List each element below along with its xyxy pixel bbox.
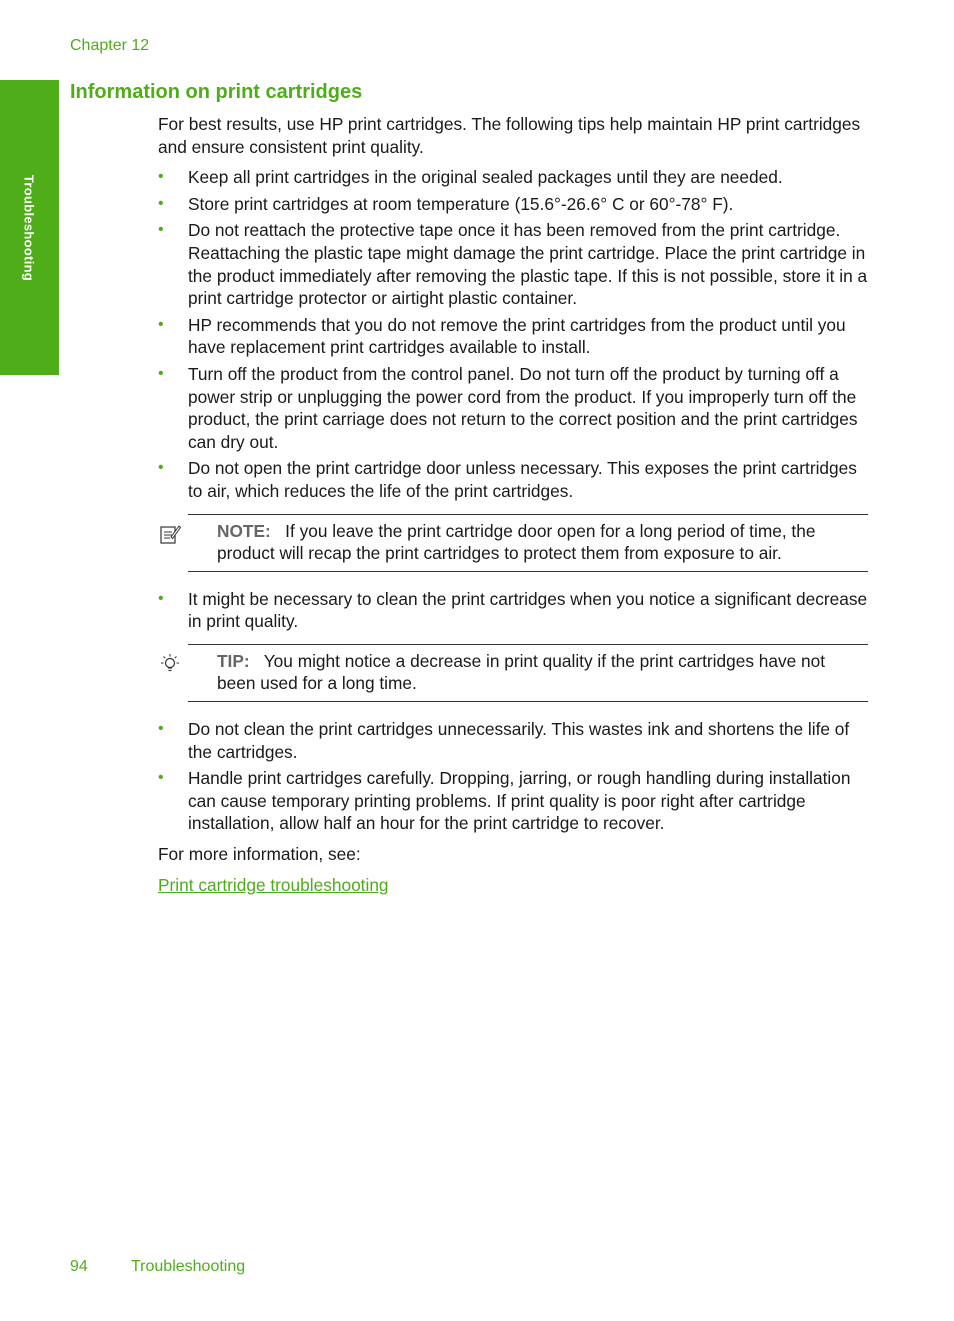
bullet-icon: • <box>158 168 164 186</box>
bullet-icon: • <box>158 769 164 787</box>
note-box <box>188 514 868 572</box>
footer-title: Troubleshooting <box>131 1258 246 1275</box>
note-label: NOTE: <box>217 520 271 541</box>
intro-paragraph: For best results, use HP print cartridges. The following tips help maintain HP print cartridges and ensure consistent print quality. <box>158 114 861 157</box>
list-item: • Do not reattach the protective tape once it has been removed from the print cartridge. Reattaching the plastic tape might damage the print cartridge. Place the print cartridge in the product immediately after removing the plastic tape. If this is not possible, store it in a print cartridge protector or airtight plastic container. <box>158 220 868 309</box>
list-item: • Do not open the print cartridge door unless necessary. This exposes the print cartridges to air, which reduces the life of the print cartridges. <box>158 458 857 501</box>
tip-box <box>188 644 868 702</box>
chapter-label: Chapter 12 <box>70 37 150 54</box>
troubleshooting-link[interactable]: Print cartridge troubleshooting <box>158 874 389 895</box>
bullet-icon: • <box>158 364 164 382</box>
more-info-text: For more information, see: <box>158 844 361 865</box>
section-title: Information on print cartridges <box>70 81 363 103</box>
list-item: • HP recommends that you do not remove the print cartridges from the product until you have replacement print cartridges available to install. <box>158 314 846 358</box>
list-item: • Keep all print cartridges in the original sealed packages until they are needed. <box>158 167 783 188</box>
bullet-icon: • <box>158 589 164 607</box>
list-item: • Handle print cartridges carefully. Dropping, jarring, or rough handling during installation can cause temporary printing problems. If print quality is poor right after cartridge installation, allow half an hour for the print cartridge to recover. <box>158 768 851 834</box>
list-item: • It might be necessary to clean the print cartridges when you notice a significant decrease in print quality. <box>158 588 868 632</box>
lightbulb-icon <box>159 653 181 675</box>
section-content <box>158 113 868 896</box>
tip-text: You might notice a decrease in print quality if the print cartridges have not been used for a long time. <box>217 650 826 694</box>
note-icon <box>159 523 181 545</box>
list-item: • Store print cartridges at room temperature (15.6°-26.6° C or 60°-78° F). <box>158 193 734 214</box>
side-tab <box>0 80 59 375</box>
side-tab-label: Troubleshooting <box>21 174 37 282</box>
tips-list <box>158 718 868 835</box>
note-text: If you leave the print cartridge door open for a long period of time, the product will recap the print cartridges to protect them from exposure to air. <box>217 520 816 564</box>
bullet-icon: • <box>158 720 164 738</box>
page-number: 94 <box>70 1258 88 1275</box>
bullet-icon: • <box>158 459 164 477</box>
list-item: • Do not clean the print cartridges unnecessarily. This wastes ink and shortens the life of the cartridges. <box>158 719 850 762</box>
tips-list <box>158 166 868 502</box>
list-item: • Turn off the product from the control panel. Do not turn off the product by turning off a power strip or unplugging the power cord from the product. If you improperly turn off the product, the print carriage does not return to the correct position and the print cartridges can dry out. <box>158 363 858 452</box>
bullet-icon: • <box>158 194 164 212</box>
bullet-icon: • <box>158 315 164 333</box>
tip-label: TIP: <box>217 650 250 671</box>
tips-list <box>158 588 868 633</box>
bullet-icon: • <box>158 221 164 239</box>
